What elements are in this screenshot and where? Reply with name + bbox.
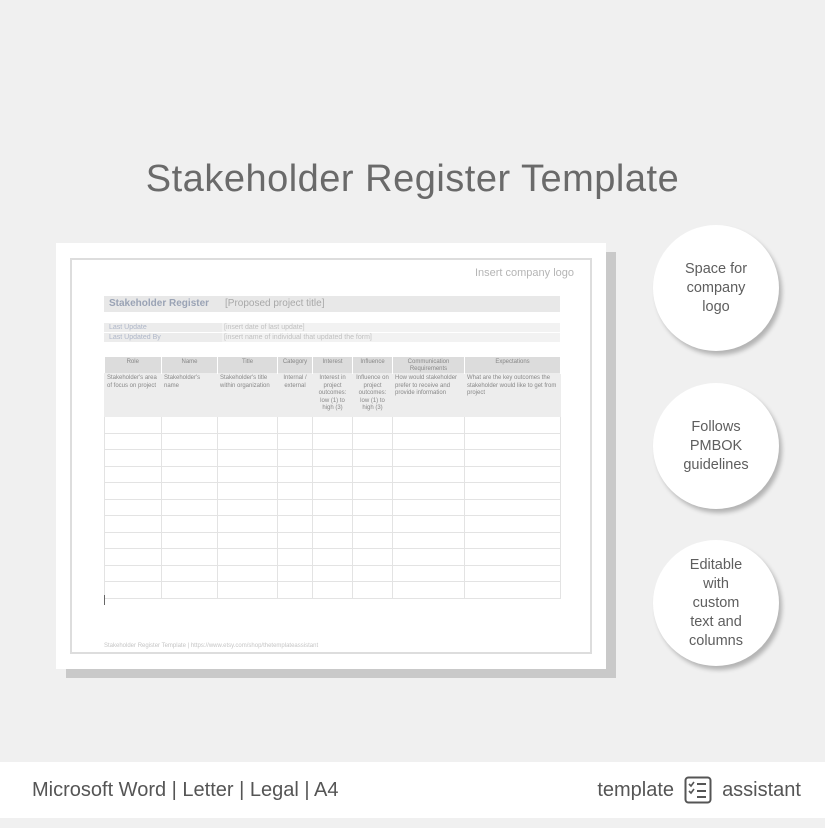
table-cell <box>278 483 313 500</box>
table-cell <box>105 499 162 516</box>
column-description: Stakeholder's title within organization <box>218 374 278 417</box>
table-cell <box>353 565 393 582</box>
meta-value: [insert date of last update] <box>224 324 305 331</box>
table-cell <box>393 466 465 483</box>
table-cell <box>465 499 561 516</box>
table-cell <box>353 516 393 533</box>
text-cursor <box>104 595 105 605</box>
table-cell <box>278 433 313 450</box>
table-cell <box>353 433 393 450</box>
table-cell <box>393 483 465 500</box>
table-cell <box>393 582 465 599</box>
table-cell <box>218 499 278 516</box>
table-cell <box>105 549 162 566</box>
table-cell <box>313 549 353 566</box>
table-cell <box>313 433 353 450</box>
table-cell <box>162 483 218 500</box>
table-cell <box>393 417 465 434</box>
logo-placeholder: Insert company logo <box>474 267 574 279</box>
brand-logo <box>597 776 801 804</box>
table-cell <box>393 565 465 582</box>
column-description: Influence on project outcomes: low (1) to high (3) <box>353 374 393 417</box>
meta-value: [insert name of individual that updated the form] <box>224 334 372 341</box>
table-cell <box>218 582 278 599</box>
column-description: Interest in project outcomes: low (1) to high (3) <box>313 374 353 417</box>
table-row <box>105 532 561 549</box>
column-header: Title <box>218 357 278 374</box>
table-cell <box>162 433 218 450</box>
table-row <box>105 450 561 467</box>
table-cell <box>465 516 561 533</box>
column-header: Role <box>105 357 162 374</box>
table-cell <box>218 450 278 467</box>
document-footer: Stakeholder Register Template | https://www.etsy.com/shop/thetemplateassistant <box>104 643 319 649</box>
feature-bubble-pmbok: Follows PMBOK guidelines <box>653 383 779 509</box>
table-cell <box>278 466 313 483</box>
stakeholder-table <box>104 357 561 599</box>
column-header: Name <box>162 357 218 374</box>
table-cell <box>393 433 465 450</box>
feature-bubble-logo: Space for company logo <box>653 225 779 351</box>
table-row <box>105 466 561 483</box>
table-cell <box>278 532 313 549</box>
table-row <box>105 483 561 500</box>
table-cell <box>313 466 353 483</box>
table-row <box>105 516 561 533</box>
table-cell <box>393 532 465 549</box>
table-cell <box>162 532 218 549</box>
column-description: Stakeholder's name <box>162 374 218 417</box>
column-header: Communication Requirements <box>393 357 465 374</box>
table-cell <box>465 582 561 599</box>
table-cell <box>353 532 393 549</box>
table-cell <box>353 417 393 434</box>
table-row <box>105 549 561 566</box>
register-heading: Stakeholder Register <box>109 298 210 309</box>
table-cell <box>353 549 393 566</box>
table-row <box>105 582 561 599</box>
meta-label: Last Update <box>109 324 147 331</box>
table-header-row <box>105 357 561 374</box>
table-cell <box>313 499 353 516</box>
table-cell <box>353 466 393 483</box>
table-cell <box>105 565 162 582</box>
table-cell <box>105 582 162 599</box>
table-cell <box>218 565 278 582</box>
bottom-strip <box>0 762 825 818</box>
table-cell <box>278 516 313 533</box>
table-cell <box>162 549 218 566</box>
column-description: What are the key outcomes the stakeholder would like to get from project <box>465 374 561 417</box>
table-description-row <box>105 374 561 417</box>
table-cell <box>393 450 465 467</box>
table-cell <box>218 532 278 549</box>
table-cell <box>353 499 393 516</box>
table-cell <box>465 433 561 450</box>
table-cell <box>313 483 353 500</box>
table-cell <box>465 483 561 500</box>
column-header: Influence <box>353 357 393 374</box>
table-cell <box>465 466 561 483</box>
column-header: Interest <box>313 357 353 374</box>
table-cell <box>162 417 218 434</box>
table-cell <box>393 549 465 566</box>
table-cell <box>353 582 393 599</box>
table-cell <box>105 450 162 467</box>
table-row <box>105 417 561 434</box>
column-header: Expectations <box>465 357 561 374</box>
table-cell <box>278 499 313 516</box>
register-title-bar <box>104 296 560 312</box>
table-cell <box>313 516 353 533</box>
meta-label: Last Updated By <box>109 334 161 341</box>
column-description: How would stakeholder prefer to receive and provide information <box>393 374 465 417</box>
project-title-placeholder: [Proposed project title] <box>225 298 325 309</box>
table-cell <box>465 532 561 549</box>
document-preview <box>56 243 606 669</box>
table-cell <box>313 565 353 582</box>
table-cell <box>162 582 218 599</box>
table-cell <box>353 483 393 500</box>
table-cell <box>218 417 278 434</box>
meta-last-updated-by <box>104 333 560 342</box>
table-cell <box>218 466 278 483</box>
table-cell <box>162 499 218 516</box>
table-cell <box>278 565 313 582</box>
table-cell <box>313 582 353 599</box>
table-cell <box>218 433 278 450</box>
table-cell <box>162 516 218 533</box>
table-cell <box>353 450 393 467</box>
table-row <box>105 565 561 582</box>
table-cell <box>162 565 218 582</box>
meta-last-update <box>104 323 560 332</box>
table-cell <box>105 433 162 450</box>
table-cell <box>105 466 162 483</box>
table-row <box>105 433 561 450</box>
table-cell <box>465 417 561 434</box>
table-cell <box>393 516 465 533</box>
feature-bubble-editable: Editable with custom text and columns <box>653 540 779 666</box>
table-cell <box>465 549 561 566</box>
table-cell <box>278 582 313 599</box>
brand-word-right: assistant <box>722 778 801 801</box>
table-row <box>105 499 561 516</box>
table-cell <box>105 483 162 500</box>
page-title: Stakeholder Register Template <box>145 158 680 200</box>
table-cell <box>105 516 162 533</box>
table-cell <box>218 483 278 500</box>
table-cell <box>162 466 218 483</box>
table-cell <box>313 532 353 549</box>
brand-word-left: template <box>597 778 675 801</box>
column-description: Stakeholder's area of focus on project <box>105 374 162 417</box>
column-description: Internal / external <box>278 374 313 417</box>
table-cell <box>105 532 162 549</box>
table-cell <box>393 499 465 516</box>
table-cell <box>465 450 561 467</box>
table-cell <box>313 417 353 434</box>
supported-formats: Microsoft Word | Letter | Legal | A4 <box>32 779 339 801</box>
table-cell <box>162 450 218 467</box>
table-cell <box>218 549 278 566</box>
checklist-icon <box>684 776 712 804</box>
table-cell <box>313 450 353 467</box>
table-cell <box>278 450 313 467</box>
table-cell <box>218 516 278 533</box>
table-cell <box>465 565 561 582</box>
table-cell <box>105 417 162 434</box>
table-cell <box>278 549 313 566</box>
column-header: Category <box>278 357 313 374</box>
table-cell <box>278 417 313 434</box>
